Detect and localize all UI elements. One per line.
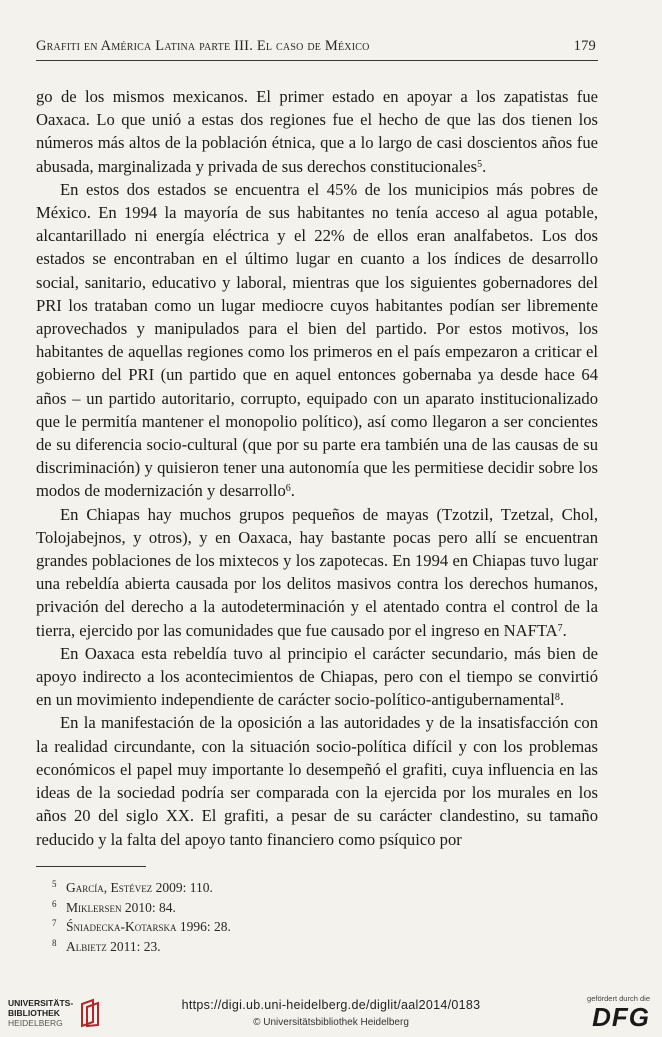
footnote: 8 Albietz 2011: 23. <box>52 937 161 954</box>
page-number: 179 <box>573 38 596 54</box>
page-footer <box>0 988 662 1037</box>
paragraph: En Chiapas hay muchos grupos pequeños de mayas (Tzotzil, Tzetzal, Chol, Tolojabejnos, y otros), y en Oaxaca, hay bastante pocas pero allí se encuentran grandes poblaciones de los mixtecos y los zapotecas. En 1994 en Chiapas tuvo lugar una rebeldía abierta causada por los delitos masivos contra los derechos humanos, privación del derecho a la autodeterminación y el atentado contra el control de la tierra, ejercido por las comunidades que fue causado por el ingreso en NAFTA$^7$. <box>36 504 598 640</box>
footnote-ref[interactable]: 8 <box>554 692 560 704</box>
footnote-ref[interactable]: 6 <box>285 483 291 495</box>
paragraph: En Oaxaca esta rebeldía tuvo al principio el carácter secundario, más bien de apoyo indirecto a los acontecimientos de Chiapas, pero con el tiempo se convirtió en un movimiento independiente de carácter socio-político-antigubernamental$^8$. <box>36 643 598 710</box>
paragraph: go de los mismos mexicanos. El primer estado en apoyar a los zapatistas fue Oaxaca. Lo que unió a estas dos regiones fue el hecho de que las dos tienen los números más altos de la población étnica, que a lo largo de casi doscientos años fue abusada, marginalizada y privada de sus derechos constitucionales$^5$. <box>36 87 598 176</box>
footnote: 5 García, Estévez 2009: 110. <box>52 879 213 895</box>
body-text <box>36 85 598 851</box>
paragraph: En estos dos estados se encuentra el 45% de los municipios más pobres de México. En 1994 la mayoría de sus habitantes no tenía acceso al agua potable, alcantarillado ni energía eléctrica y el 22% de ellos eran analfabetos. Los dos estados se encontraban en el último lugar en cuanto a los índices de desarrollo social, sanitario, educativo y laboral, mientras que los siguientes gobernadores del PRI los trataban como un lugar mediocre cuyos habitantes podían ser libremente aprovechados y manipulados para el bien del partido. Por estos motivos, los habitantes de aquellas regiones como los primeros en el país empezaron a criticar el gobierno del PRI (un partido que en aquel entonces gobernaba ya desde hace 64 años – un partido autoritario, corrupto, equipado con un aparato institucionalizado que le permitía mantener el monopolio político), así como llegaron a ser concientes de su diferencia socio-cultural (que por su parte era también una de las causas de su discriminación) y quisieron tener una autonomía que les permitiese decidir sobre los modos de modernización y desarrollo$^6$. <box>36 179 598 501</box>
footnote-ref[interactable]: 5 <box>477 158 483 170</box>
header-rule <box>36 60 598 61</box>
running-title: Grafiti en América Latina parte III. El caso de México <box>36 38 370 54</box>
footnotes <box>52 878 452 956</box>
footnote: 6 Miklersen 2010: 84. <box>52 898 176 915</box>
library-logo[interactable]: UNIVERSITÄTS- BIBLIOTHEK HEIDELBERG <box>8 998 101 1028</box>
footnote: 7 Śniadecka-Kotarska 1996: 28. <box>52 918 231 934</box>
citation-url-link[interactable]: https://digi.ub.uni-heidelberg.de/diglit/aal2014/0183 <box>181 998 481 1012</box>
footnote-rule <box>36 866 146 867</box>
running-header <box>36 38 596 55</box>
copyright-notice: © Universitätsbibliothek Heidelberg <box>253 1017 409 1028</box>
paragraph: En la manifestación de la oposición a las autoridades y de la insatisfacción con la realidad circundante, con la situación socio-política difícil y con los problemas económicos el papel muy importante lo desempeñó el grafiti, cuya influencia en las ideas de la sociedad podría ser comparada con la ejercida por los murales en los años 20 del siglo XX. El grafiti, a pesar de su carácter clandestino, su tamaño reducido y la falta del apoyo tanto financiero como psíquico por <box>36 713 598 849</box>
footnote-ref[interactable]: 7 <box>557 622 563 634</box>
dfg-logo[interactable]: gefördert durch die DFG <box>587 994 650 1032</box>
